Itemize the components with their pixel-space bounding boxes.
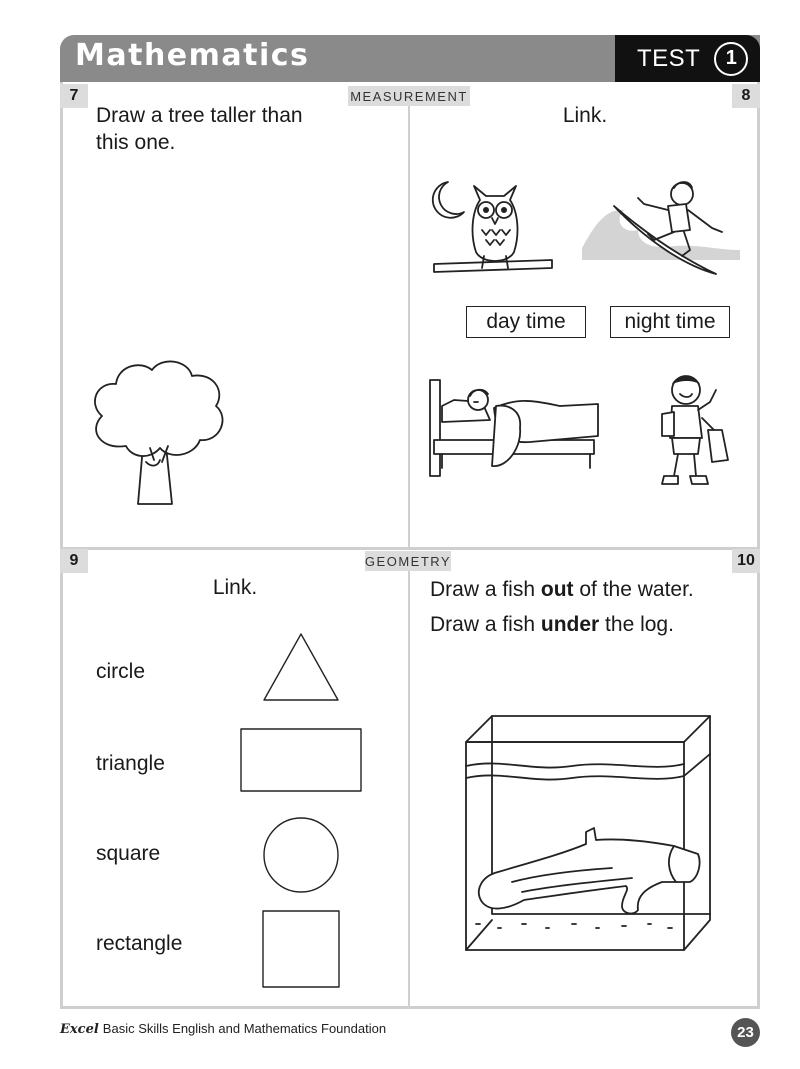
q7-prompt-line1: Draw a tree taller than	[96, 104, 303, 127]
q7-prompt-line2: this one.	[96, 131, 176, 154]
word-triangle: triangle	[96, 752, 165, 775]
bottom-column-divider	[408, 571, 410, 1009]
test-badge	[615, 35, 760, 82]
page-number-badge: 23	[731, 1018, 760, 1047]
strand-label-measurement: MEASUREMENT	[348, 86, 470, 106]
triangle-shape	[262, 632, 340, 702]
question-number-8: 8	[732, 84, 760, 108]
sleeping-child-picture	[430, 376, 602, 476]
q10-line1-part1: Draw a fish	[430, 578, 541, 601]
boy-with-bag-picture	[652, 374, 732, 492]
footer-text: Basic Skills English and Mathematics Foundation	[102, 1021, 387, 1036]
test-number: 1	[714, 42, 748, 76]
q10-line2-part2: the log.	[599, 613, 674, 636]
word-circle: circle	[96, 660, 146, 683]
q10-line1-emphasis: out	[540, 578, 574, 601]
q9-instruction: Link.	[212, 576, 258, 599]
q10-line2-emphasis: under	[540, 613, 600, 636]
section-divider	[60, 547, 760, 550]
q8-instruction: Link.	[562, 104, 608, 127]
word-rectangle: rectangle	[96, 932, 183, 955]
surfer-picture	[578, 180, 743, 276]
top-column-divider	[408, 106, 410, 547]
word-square: square	[96, 842, 161, 865]
tree-illustration	[88, 356, 228, 508]
fish-tank-picture	[462, 714, 712, 954]
q10-prompt	[430, 576, 694, 638]
day-time-box: day time	[466, 306, 586, 338]
question-number-10: 10	[732, 549, 760, 573]
night-time-box: night time	[610, 306, 730, 338]
footer-credit	[60, 1021, 386, 1037]
q10-line1-part2: of the water.	[573, 578, 694, 601]
strand-label-geometry: GEOMETRY	[365, 551, 451, 571]
test-label: TEST	[637, 44, 701, 72]
square-shape	[262, 910, 340, 988]
q10-line2-part1: Draw a fish	[430, 613, 541, 636]
circle-shape	[262, 816, 340, 894]
footer-brand: Excel	[60, 1022, 99, 1037]
question-number-7: 7	[60, 84, 88, 108]
question-number-9: 9	[60, 549, 88, 573]
q10-prompt-line1	[430, 576, 694, 603]
q10-prompt-line2	[430, 611, 694, 638]
night-owl-picture	[430, 178, 555, 276]
rectangle-shape	[240, 728, 362, 792]
page-title: Mathematics	[75, 38, 310, 73]
q7-prompt	[96, 102, 303, 156]
